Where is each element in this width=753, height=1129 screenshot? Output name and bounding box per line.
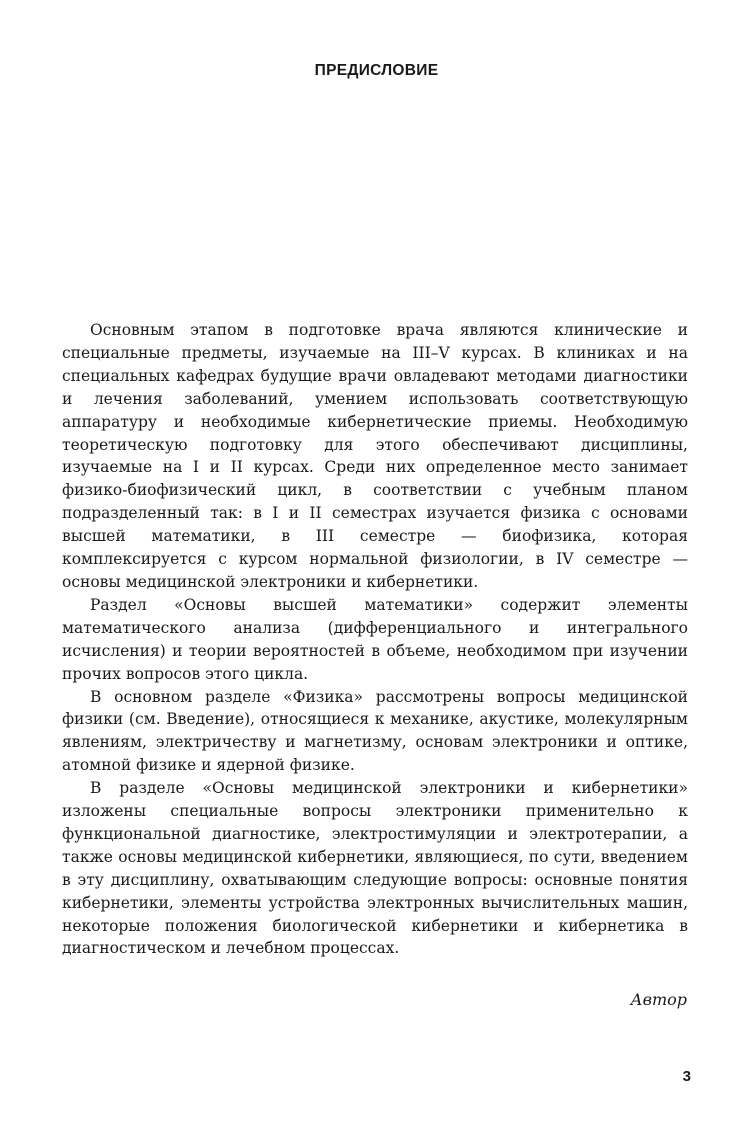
page-title: ПРЕДИСЛОВИЕ xyxy=(314,62,439,79)
paragraph: Раздел «Основы высшей математики» содержит элементы математического анализа (дифференциального и интегрального исчисления) и теории вероятностей в объеме, необходимом при изучении прочих вопросов этого цикла. xyxy=(62,595,688,683)
page-number: 3 xyxy=(682,1068,691,1085)
paragraph: В разделе «Основы медицинской электроники и кибернетики» изложены специальные вопросы электроники применительно к функциональной диагностике, электростимуляции и электротерапии, а также основы медицинской кибернетики, являющиеся, по сути, введением в эту дисциплину, охватывающим следующие вопросы: основные понятия кибернетики, элементы устройства электронных вычислительных машин, некоторые положения биологической кибернетики и кибернетика в диагностическом и лечебном процессах. xyxy=(62,779,688,958)
paragraph: В основном разделе «Физика» рассмотрены вопросы медицинской физики (см. Введение), относящиеся к механике, акустике, молекулярным явлениям, электричеству и магнетизму, основам электроники и оптике, атомной физике и ядерной физике. xyxy=(62,687,688,775)
author-signature: Автор xyxy=(630,990,687,1009)
paragraph: Основным этапом в подготовке врача являются клинические и специальные предметы, изучаемые на III–V курсах. В клиниках и на специальных кафедрах будущие врачи овладевают методами диагностики и лечения заболеваний, умением использовать соответствующую аппаратуру и необходимые кибернетические приемы. Необходимую теоретическую подготовку для этого обеспечивают дисциплины, изучаемые на I и II курсах. Среди них определенное место занимает физико-биофизический цикл, в соответствии с учебным планом подразделенный так: в I и II семестрах изучается физика с основами высшей математики, в III семестре — биофизика, которая комплексируется с курсом нормальной физиологии, в IV семестре — основы медицинской электроники и кибернетики. xyxy=(62,321,688,591)
preface-text xyxy=(62,319,688,960)
